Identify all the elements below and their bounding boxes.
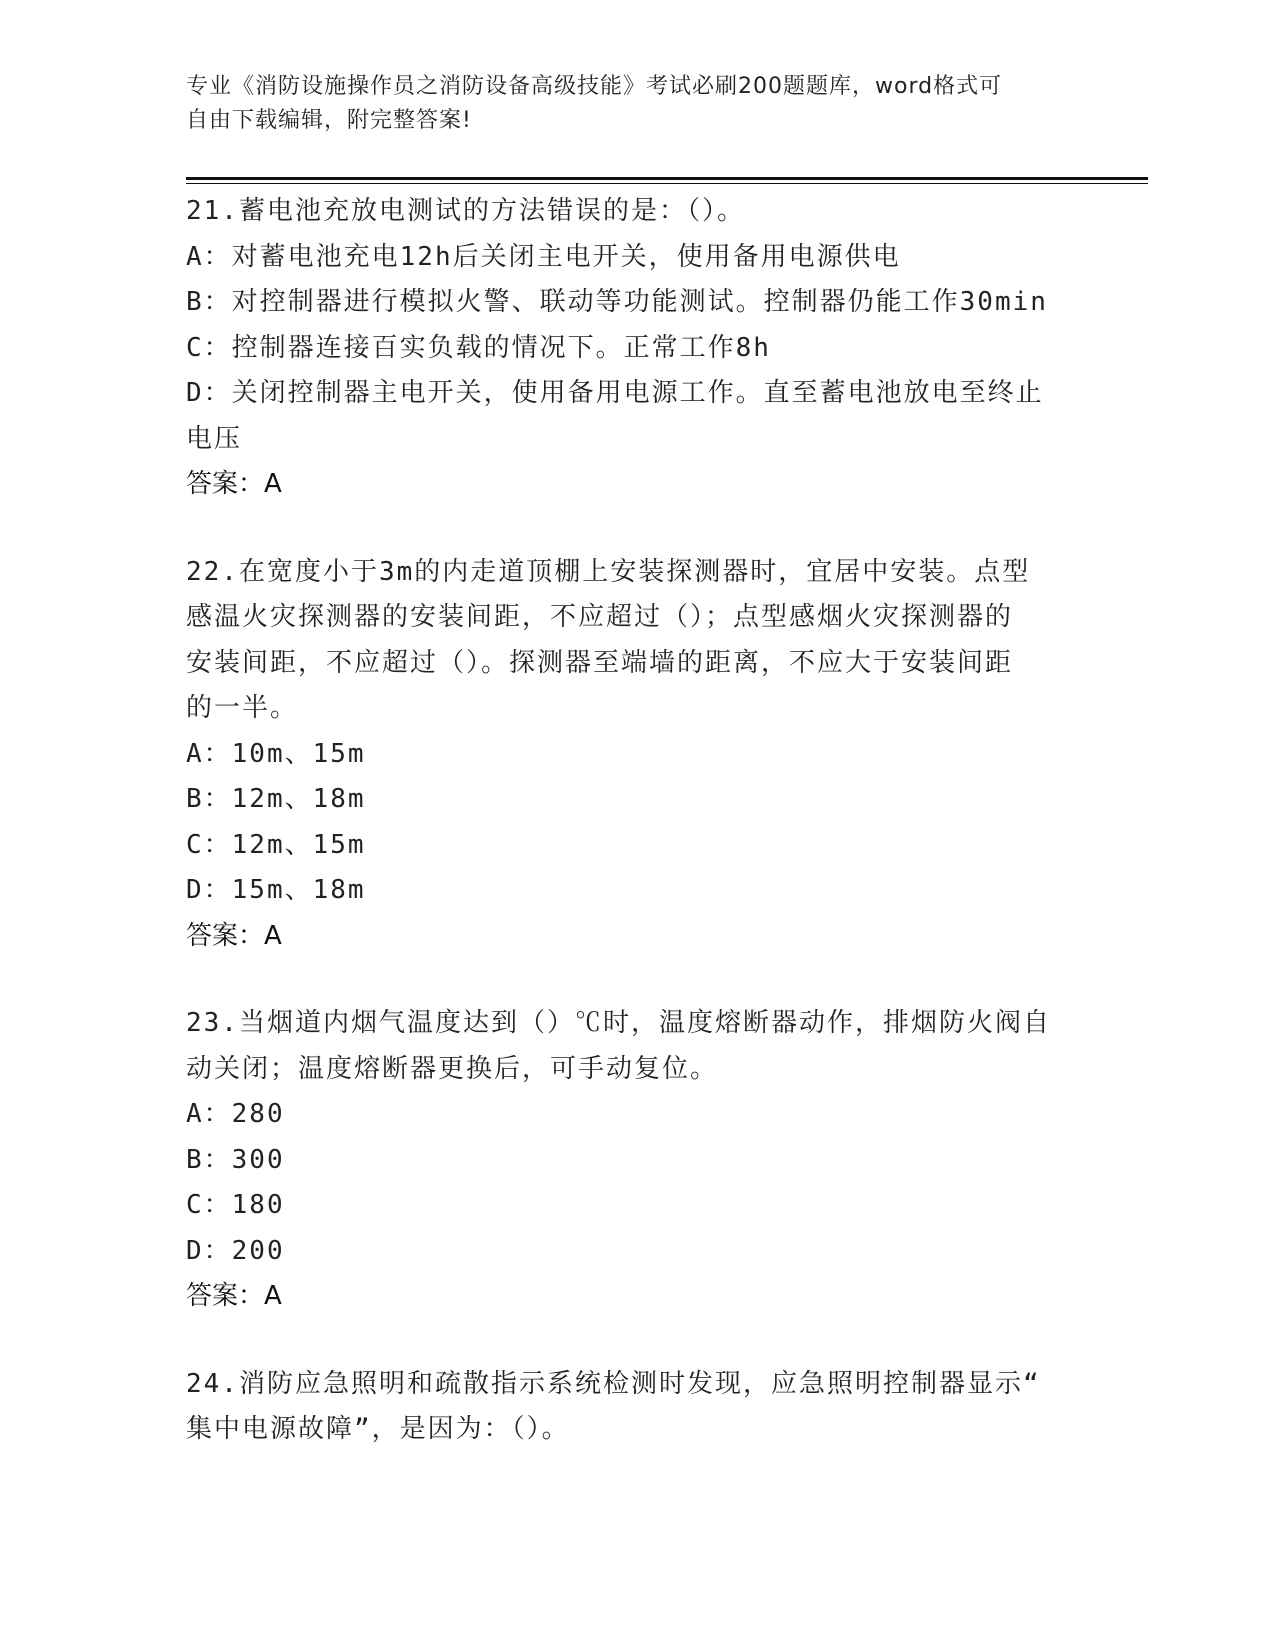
- question-stem: 23.当烟道内烟气温度达到（）℃时，温度熔断器动作，排烟防火阀自: [186, 1008, 1051, 1038]
- option-a: A：280: [186, 1099, 285, 1129]
- answer-label: 答案：A: [186, 1281, 282, 1311]
- option-a: A：10m、15m: [186, 738, 366, 769]
- answer-label: 答案：A: [186, 469, 282, 499]
- option-d: D：关闭控制器主电开关，使用备用电源工作。直至蓄电池放电至终止: [186, 378, 1044, 408]
- question-stem: 感温火灾探测器的安装间距，不应超过（）；点型感烟火灾探测器的: [186, 602, 1014, 632]
- option-d: D：200: [186, 1235, 285, 1266]
- option-b: B：300: [186, 1144, 285, 1175]
- question-stem: 的一半。: [186, 693, 299, 723]
- question-22: [186, 550, 1086, 960]
- question-23: [186, 1001, 1086, 1320]
- answer-label: 答案：A: [186, 920, 282, 951]
- option-c: C：控制器连接百实负载的情况下。正常工作8h: [186, 332, 771, 363]
- question-list: [186, 189, 1086, 1495]
- document-header: [186, 70, 1066, 138]
- header-line-1: 专业《消防设施操作员之消防设备高级技能》考试必刷200题题库，word格式可: [186, 74, 1003, 99]
- question-stem: 安装间距，不应超过（）。探测器至端墙的距离，不应大于安装间距: [186, 647, 1014, 678]
- question-stem: 24.消防应急照明和疏散指示系统检测时发现，应急照明控制器显示“: [186, 1368, 1041, 1399]
- header-line-2: 自由下载编辑，附完整答案!: [186, 108, 472, 133]
- header-divider-thin: [186, 183, 1148, 184]
- header-divider-thick: [186, 177, 1148, 180]
- question-stem: 22.在宽度小于3m的内走道顶棚上安装探测器时，宜居中安装。点型: [186, 556, 1031, 587]
- option-c: C：180: [186, 1190, 285, 1220]
- option-a: A：对蓄电池充电12h后关闭主电开关，使用备用电源供电: [186, 241, 901, 272]
- option-c: C：12m、15m: [186, 829, 366, 860]
- option-d-continued: 电压: [186, 423, 243, 454]
- option-b: B：对控制器进行模拟火警、联动等功能测试。控制器仍能工作30min: [186, 287, 1048, 317]
- question-21: [186, 189, 1086, 508]
- question-stem: 集中电源故障”，是因为：（）。: [186, 1414, 570, 1444]
- question-stem: 动关闭；温度熔断器更换后，可手动复位。: [186, 1053, 719, 1084]
- question-stem: 21.蓄电池充放电测试的方法错误的是：（）。: [186, 196, 745, 226]
- question-24: [186, 1362, 1086, 1453]
- option-d: D：15m、18m: [186, 875, 366, 905]
- option-b: B：12m、18m: [186, 784, 366, 814]
